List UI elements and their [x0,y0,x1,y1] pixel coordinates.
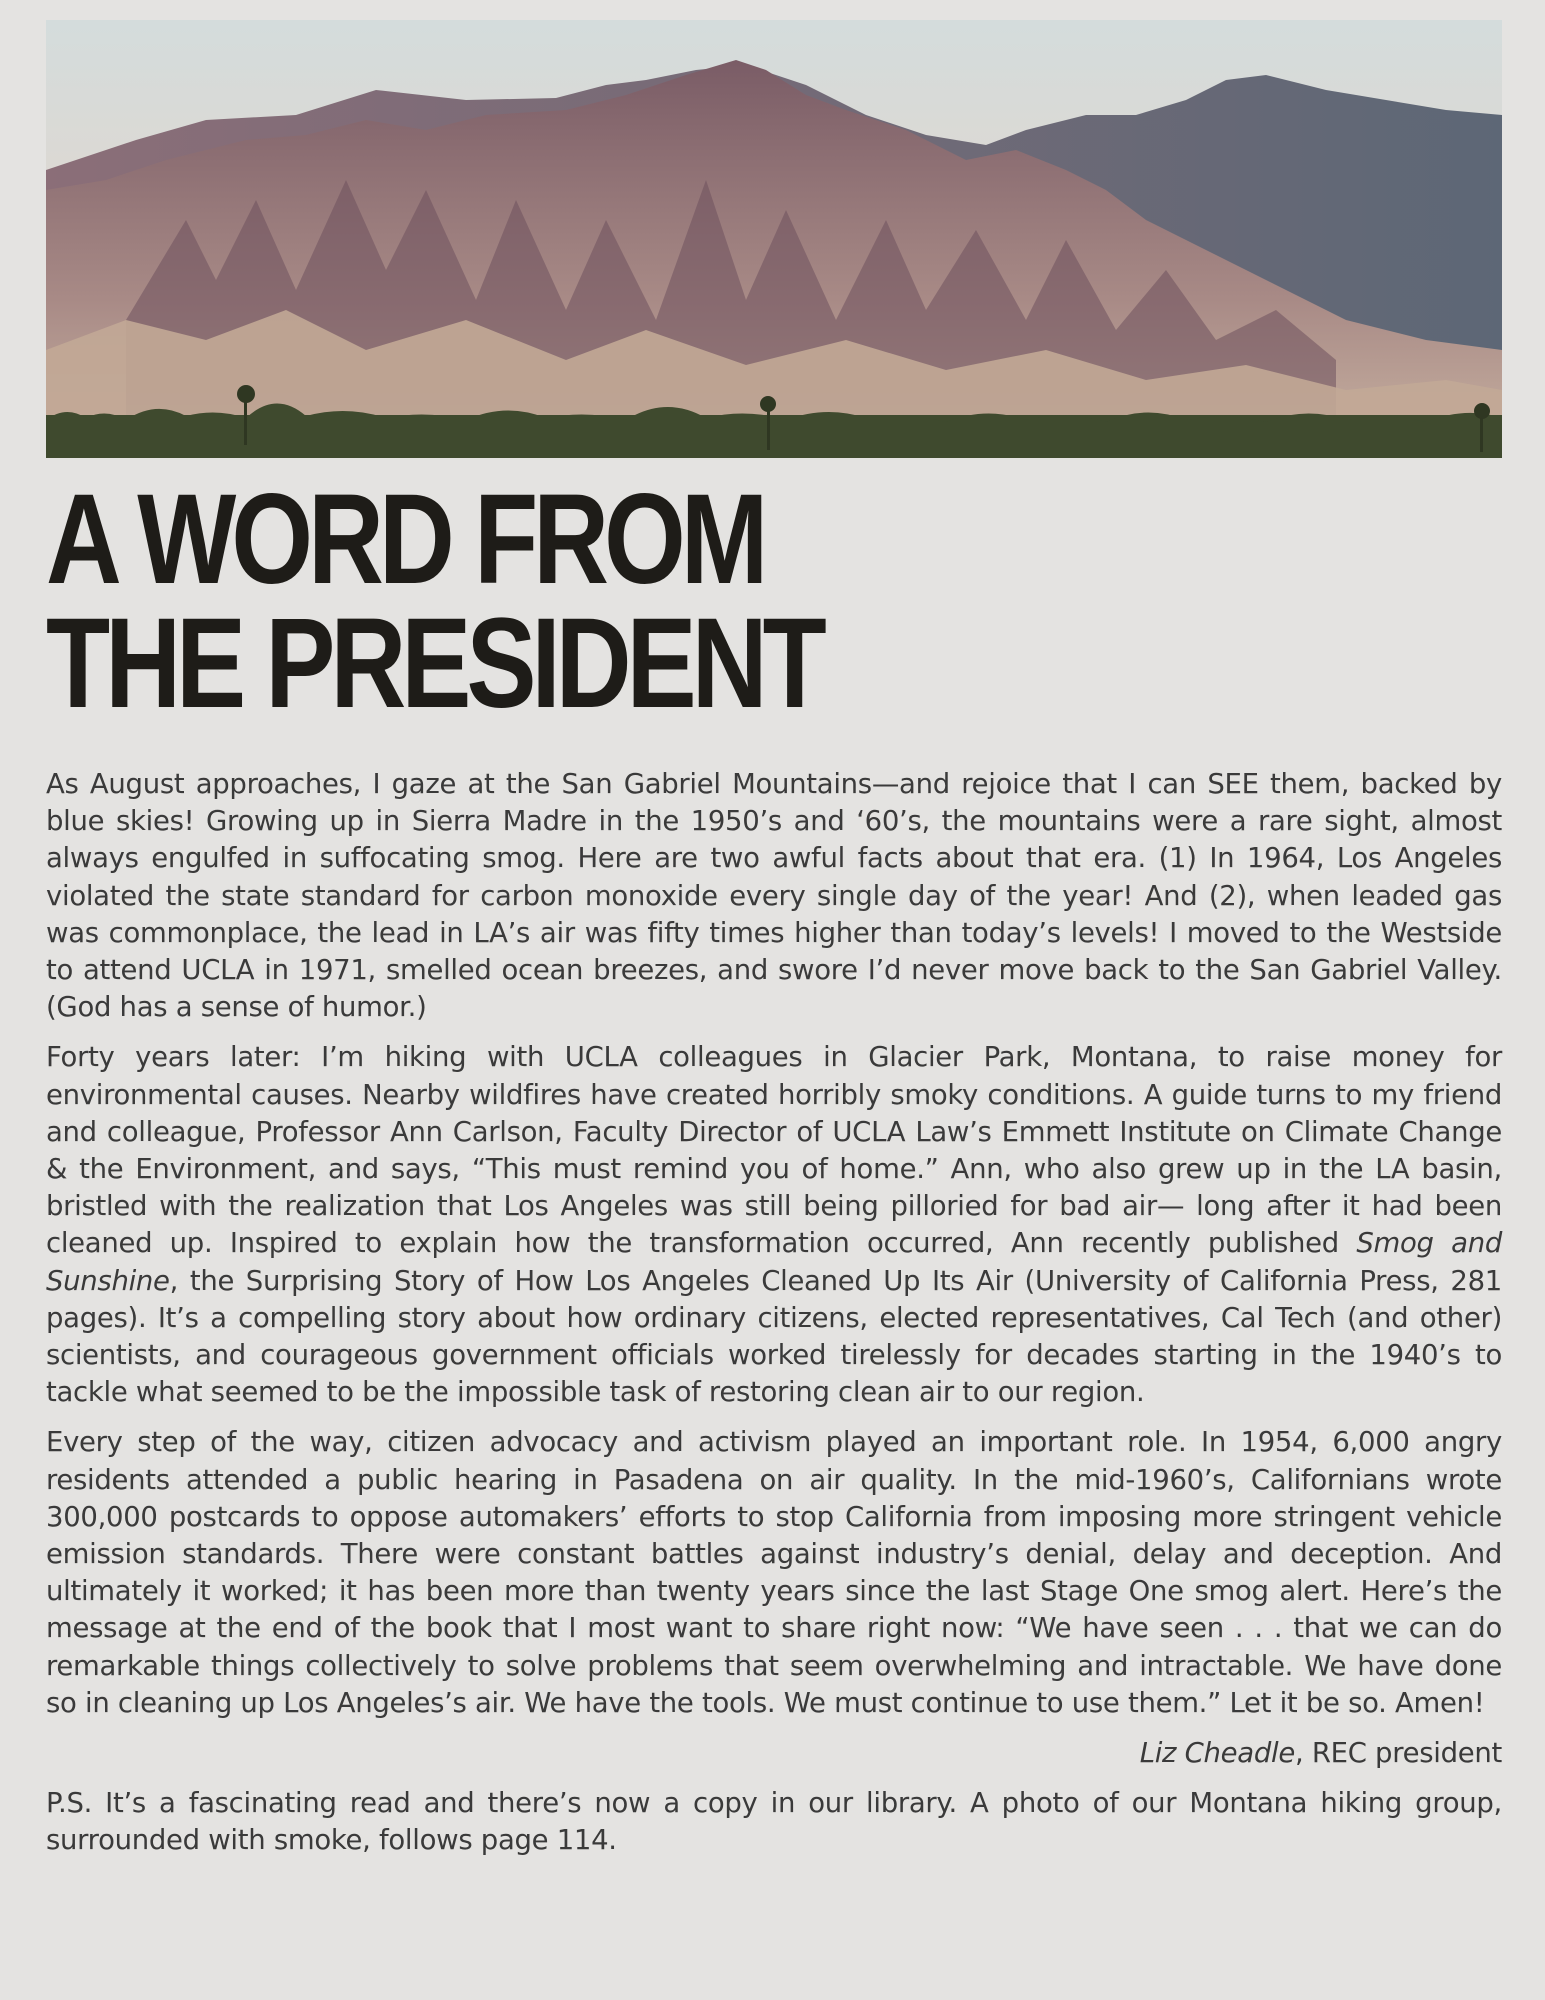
signature [46,1735,1502,1772]
page-title [46,468,822,735]
paragraph-1: As August approaches, I gaze at the San Gabriel Mountains—and rejoice that I can SEE them, backed by blue skies! Growing up in Sierra Madre in the 1950’s and ‘60’s, the mountains were a rare sight, almost always engulfed in suffocating smog. Here are two awful facts about that era. (1) In 1964, Los Angeles violated the state standard for carbon monoxide every single day of the year! And (2), when leaded gas was commonplace, the lead in LA’s air was fifty times higher than today’s levels! I moved to the Westside to attend UCLA in 1971, smelled ocean breezes, and swore I’d never move back to the San Gabriel Valley. (God has a sense of humor.) [46,768,1502,1024]
article-body [46,766,1502,1873]
paragraph-3: Every step of the way, citizen advocacy and activism played an important role. In 1954, 6,000 angry residents attended a public hearing in Pasadena on air quality. In the mid-1960’s, Californians wrote 300,000 postcards to oppose automakers’ efforts to stop California from imposing more stringent vehicle emission standards. There were constant battles against industry’s denial, delay and deception. And ultimately it worked; it has been more than twenty years since the last Stage One smog alert. Here’s the message at the end of the book that I most want to share right now: “We have seen . . . that we can do remarkable things collectively to solve problems that seem overwhelming and intractable. We have done so in cleaning up Los Angeles’s air. We have the tools. We must continue to use them.” Let it be so. Amen! [46,1426,1502,1719]
signature-name: Liz Cheadle [1139,1737,1295,1770]
signature-role: , REC president [1294,1737,1502,1770]
mountains-image [46,20,1502,458]
book-title: Smog and Sunshine [46,1227,1502,1297]
paragraph-2 [46,1039,1502,1411]
postscript: P.S. It’s a fascinating read and there’s now a copy in our library. A photo of our Montana hiking group, surrounded with smoke, follows page 114. [46,1787,1502,1857]
paragraph-2-text-b: , the Surprising Story of How Los Angeles Cleaned Up Its Air (University of California Press, 281 pages). It’s a compelling story about how ordinary citizens, elected representatives, Cal Tech (and other) scientists, and courageous government officials worked tirelessly for decades starting in the 1940’s to tackle what seemed to be the impossible task of restoring clean air to our region. [46,1264,1502,1409]
paragraph-2-text-a: Forty years later: I’m hiking with UCLA colleagues in Glacier Park, Montana, to raise money for environmental causes. Nearby wildfires have created horribly smoky conditions. A guide turns to my friend and colleague, Professor Ann Carlson, Faculty Director of UCLA Law’s Emmett Institute on Climate Change & the Environment, and says, “This must remind you of home.” Ann, who also grew up in the LA basin, bristled with the realization that Los Angeles was still being pilloried for bad air— long after it had been cleaned up. Inspired to explain how the transformation occurred, Ann recently published [46,1041,1502,1260]
mountains-photo [46,20,1502,458]
title-line-1: A WORD FROM [46,468,764,611]
title-line-2: THE PRESIDENT [46,592,822,735]
